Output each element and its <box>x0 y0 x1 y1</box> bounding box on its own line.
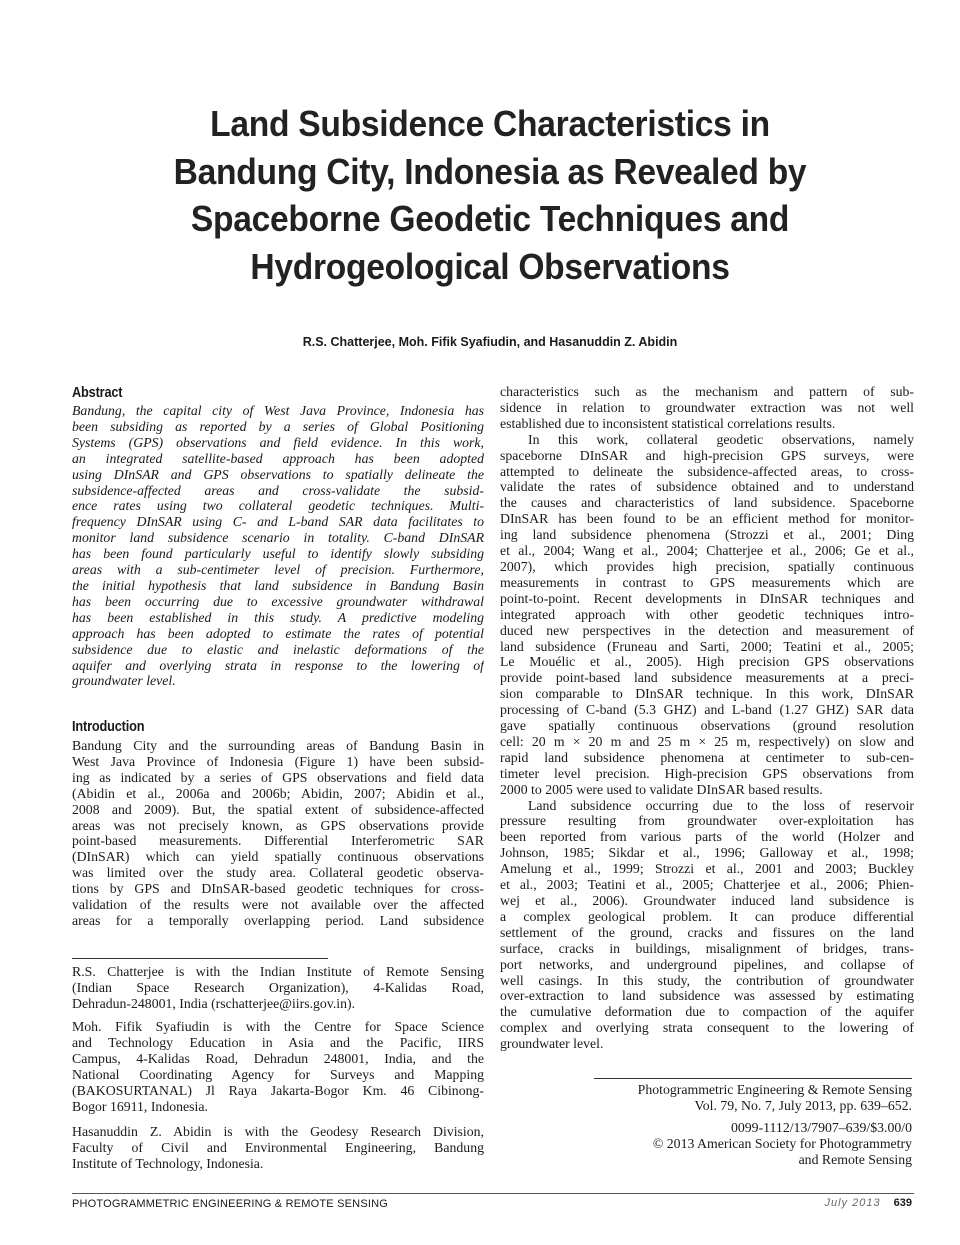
text-line: et al., 2003; Teatini et al., 2005; Chatterjee et al., 2006; Phien- <box>500 877 914 893</box>
right-column-body <box>500 384 914 1052</box>
text-line: port networks, and underground pipelines, and collapse of <box>500 956 914 972</box>
text-line: attempted to delineate the subsidence-affected areas, to cross- <box>500 463 914 479</box>
text-line: been subsiding as reported by a series of Global Positioning <box>72 418 484 434</box>
title-line: Bandung City, Indonesia as Revealed by <box>173 150 807 192</box>
text-line: integrated approach with other geodetic techniques intro- <box>500 606 914 622</box>
text-line: Campus, 4-Kalidas Road, Dehradun 248001, India, and the <box>72 1050 484 1066</box>
text-line: established due to inconsistent statistical correlations results. <box>500 415 836 431</box>
text-line: a complex geological problem. It can produce differential <box>500 908 914 924</box>
text-line: wej et al., 2006). Groundwater induced land subsidence is <box>500 893 914 908</box>
text-line: groundwater level. <box>72 673 176 689</box>
text-line: frequency DInSAR using C- and L-band SAR data facilitates to <box>72 514 484 530</box>
text-line: West Java Province of Indonesia (Figure 1) have been subsid- <box>72 753 484 769</box>
text-line: (BAKOSURTANAL) Jl Raya Jakarta-Bogor Km. 46 Cibinong- <box>72 1082 484 1098</box>
text-line: the cumulative deformation due to compaction of the aquifer <box>500 1004 914 1020</box>
text-line: spaceborne DInSAR and high-precision GPS surveys, were <box>500 447 914 463</box>
footnote-affiliation <box>72 1124 484 1172</box>
abstract-heading: Abstract <box>72 384 123 401</box>
text-line: (Abidin et al., 2006a and 2006b; Abidin, 2007; Abidin et al., <box>72 785 484 801</box>
text-line: sidence in relation to groundwater extraction was not well <box>500 399 914 415</box>
text-line: point-based measurements. Differential Interferometric SAR <box>72 833 484 849</box>
text-line: Bogor 16911, Indonesia. <box>72 1098 208 1114</box>
journal-issn: 0099-1112/13/7907–639/$3.00/0 <box>730 1120 912 1135</box>
title-line: Land Subsidence Characteristics in <box>210 103 770 144</box>
text-line: was limited over the study area. Collateral geodetic observa- <box>72 865 484 881</box>
text-line: ing as indicated by a series of GPS observations and field data <box>72 769 484 785</box>
text-line: Bandung, the capital city of West Java Province, Indonesia has <box>72 403 484 418</box>
journal-volume: Vol. 79, No. 7, July 2013, pp. 639–652. <box>694 1098 912 1113</box>
text-line: characteristics such as the mechanism and pattern of sub- <box>500 384 914 399</box>
text-line: over-extraction to land subsidence was assessed by estimating <box>500 988 914 1004</box>
text-line: point-to-point. Recent developments in DInSAR techniques and <box>500 590 914 606</box>
text-line: subsidence due to elastic and inelastic deformations of the <box>72 641 484 657</box>
title-line: Hydrogeological Observations <box>250 245 730 287</box>
text-line: timeter level precision. High-precision GPS observations from <box>500 765 914 781</box>
journal-info <box>582 1082 912 1168</box>
journal-copyright: © 2013 American Society for Photogrammetry <box>652 1136 912 1151</box>
text-line: has been established in this study. A predictive modeling <box>72 609 484 625</box>
page-number: 639 <box>893 1197 912 1209</box>
text-line: Le Mouélic et al., 2005). High precision GPS observations <box>500 654 914 670</box>
text-line: an integrated satellite-based approach has been adopted <box>72 450 484 466</box>
footer-journal-name: PHOTOGRAMMETRIC ENGINEERING & REMOTE SENSING <box>72 1198 389 1210</box>
text-line: provide point-based land subsidence measurements at a preci- <box>500 670 914 686</box>
text-line: rapid land subsidence phenomena at centimeter to sub-cen- <box>500 749 914 765</box>
text-line: the initial hypothesis that land subsidence in Bandung Basin <box>72 577 484 593</box>
paper-title <box>131 100 849 290</box>
introduction-heading: Introduction <box>72 718 145 735</box>
text-line: settlement of the ground, cracks and fissures on the land <box>500 924 914 940</box>
title-line: Spaceborne Geodetic Techniques and <box>190 198 790 239</box>
text-line: the causes and characteristics of land subsidence. Spaceborne <box>500 495 914 511</box>
text-line: 2008 and 2009). But, the spatial extent of subsidence-affected <box>72 801 484 817</box>
text-line: et al., 2004; Wang et al., 2004; Chatterjee et al., 2006; Ge et al., <box>500 543 914 559</box>
text-line: Amelung et al., 1999; Strozzi et al., 2001 and 2003; Buckley <box>500 861 914 877</box>
text-line: Bandung City and the surrounding areas of Bandung Basin in <box>72 738 484 753</box>
author-list: R.S. Chatterjee, Moh. Fifik Syafiudin, and Hasanuddin Z. Abidin <box>302 335 678 349</box>
journal-info-divider <box>594 1078 912 1079</box>
text-line: processing of C-band (5.3 GHZ) and L-band (1.27 GHZ) SAR data <box>500 702 914 718</box>
text-line: ence rates using two collateral geodetic techniques. Multi- <box>72 498 484 514</box>
text-line: areas with a sub-centimeter level of precision. Furthermore, <box>72 562 484 578</box>
text-line: surface, cracks in buildings, misalignment of bridges, trans- <box>500 940 914 956</box>
text-line: Land subsidence occurring due to the loss of reservoir <box>528 797 914 813</box>
introduction-body <box>72 738 484 929</box>
text-line: been reported from various parts of the world (Holzer and <box>500 829 914 845</box>
journal-copyright: and Remote Sensing <box>798 1152 912 1167</box>
text-line: tions by GPS and DInSAR-based geodetic techniques for cross- <box>72 881 484 897</box>
text-line: land subsidence (Fruneau and Sarti, 2000; Teatini et al., 2005; <box>500 638 914 654</box>
text-line: 2000 to 2005 were used to validate DInSAR based results. <box>500 781 823 797</box>
text-line: DInSAR has been found to be an efficient method for monitor- <box>500 511 914 527</box>
text-line: Dehradun-248001, India (rschatterjee@iirs.gov.in). <box>72 995 356 1011</box>
footnote-affiliation <box>72 1019 484 1114</box>
text-line: In this work, collateral geodetic observations, namely <box>528 431 914 447</box>
text-line: subsidence-affected areas and cross-validate the subsid- <box>72 482 484 498</box>
text-line: 2007), which provides high precision, spatially continuous <box>500 558 914 574</box>
text-line: duced new perspectives in the detection and measurement of <box>500 622 914 638</box>
text-line: has been found particularly useful to identify slowly subsiding <box>72 546 484 562</box>
text-line: sion comparable to DInSAR technique. In this work, DInSAR <box>500 686 914 702</box>
text-line: Faculty of Civil and Environmental Engineering, Bandung <box>72 1139 484 1155</box>
text-line: monitor land subsidence scenario in totality. C-band DInSAR <box>72 530 484 546</box>
text-line: Moh. Fifik Syafiudin is with the Centre for Space Science <box>72 1019 484 1034</box>
text-line: Johnson, 1985; Sikdar et al., 1996; Galloway et al., 1998; <box>500 845 914 861</box>
text-line: validate the rates of subsidence obtained and to understand <box>500 479 914 495</box>
text-line: (DInSAR) which can yield spatially continuous observations <box>72 849 484 865</box>
text-line: Hasanuddin Z. Abidin is with the Geodesy Research Division, <box>72 1124 484 1139</box>
text-line: Systems (GPS) observations and field evidence. In this work, <box>72 434 484 450</box>
text-line: pressure resulting from groundwater over-exploitation has <box>500 813 914 829</box>
footer-divider <box>72 1193 914 1194</box>
text-line: using DInSAR and GPS observations to spatially delineate the <box>72 466 484 482</box>
text-line: R.S. Chatterjee is with the Indian Institute of Remote Sensing <box>72 964 484 979</box>
text-line: has been occurring due to excessive groundwater withdrawal <box>72 593 484 609</box>
text-line: approach has been adopted to estimate the rates of potential <box>72 625 484 641</box>
footer-page-info <box>824 1197 912 1209</box>
text-line: well casings. In this study, the contribution of groundwater <box>500 972 914 988</box>
abstract-body <box>72 403 484 689</box>
footnote-divider <box>72 958 328 959</box>
text-line: aquifer and overlying strata in response to the lowering of <box>72 657 484 673</box>
text-line: measurements in contrast to GPS measurements which are <box>500 574 914 590</box>
text-line: cell: 20 m × 20 m and 25 m × 25 m, respectively) on slow and <box>500 733 914 749</box>
text-line: and Technology Education in Asia and the Pacific, IIRS <box>72 1034 484 1050</box>
text-line: gave spatially continuous observations (ground resolution <box>500 718 914 734</box>
text-line: National Coordinating Agency for Surveys and Mapping <box>72 1066 484 1082</box>
footer-date: July 2013 <box>824 1197 881 1209</box>
text-line: (Indian Space Research Organization), 4-Kalidas Road, <box>72 979 484 995</box>
text-line: ing land subsidence phenomena (Strozzi et al., 2001; Ding <box>500 527 914 543</box>
text-line: Institute of Technology, Indonesia. <box>72 1155 264 1171</box>
text-line: complex and overlying strata consequent to the lowering of <box>500 1020 914 1036</box>
journal-name: Photogrammetric Engineering & Remote Sensing <box>637 1082 912 1097</box>
footnote-affiliation <box>72 964 484 1012</box>
text-line: groundwater level. <box>500 1036 604 1052</box>
text-line: validation of the results were not available over the affected <box>72 897 484 913</box>
text-line: areas was not precisely known, as GPS observations provide <box>72 817 484 833</box>
text-line: areas for a temporally overlapping period. Land subsidence <box>72 912 484 928</box>
